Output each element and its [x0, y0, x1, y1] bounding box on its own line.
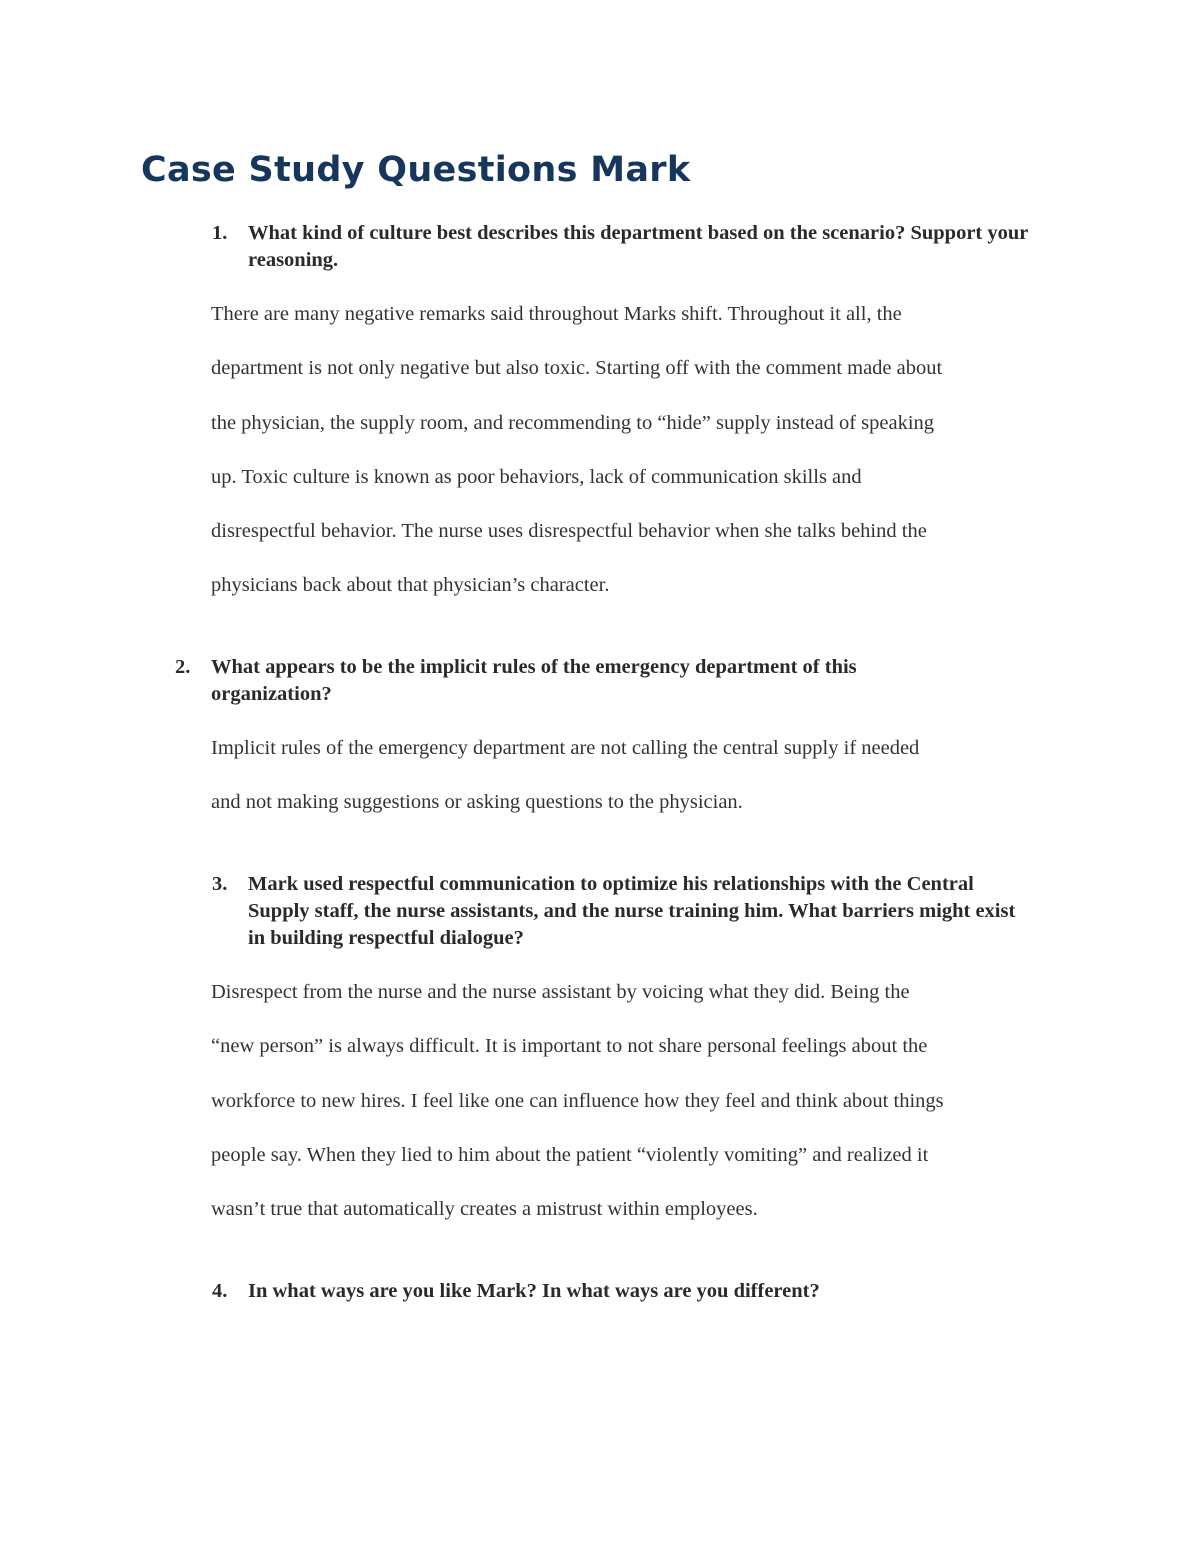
answer-line: wasn’t true that automatically creates a mistrust within employees. — [211, 1198, 758, 1221]
answer-line: physicians back about that physician’s character. — [211, 574, 610, 597]
question-number: 3. — [212, 873, 228, 895]
question-4 — [212, 1278, 1048, 1305]
answer-line: workforce to new hires. I feel like one can influence how they feel and think about things — [211, 1089, 944, 1112]
question-text: Mark used respectful communication to optimize his relationships with the Central Supply staff, the nurse assistants, and the nurse training him. What barriers might exist in building respectful dialogue? — [248, 873, 1016, 949]
answer-line: Implicit rules of the emergency department are not calling the central supply if needed — [211, 737, 920, 759]
answer-line: the physician, the supply room, and recommending to “hide” supply instead of speaking — [211, 411, 935, 434]
question-text: What appears to be the implicit rules of the emergency department of this organization? — [211, 656, 857, 705]
answer-line: “new person” is always difficult. It is important to not share personal feelings about the — [211, 1035, 928, 1058]
question-2 — [175, 654, 1011, 708]
page-title: Case Study Questions Mark — [141, 150, 691, 190]
question-number: 1. — [212, 222, 228, 244]
answer-line: people say. When they lied to him about the patient “violently vomiting” and realized it — [211, 1143, 929, 1166]
answer-line: up. Toxic culture is known as poor behaviors, lack of communication skills and — [211, 465, 862, 488]
answer-line: disrespectful behavior. The nurse uses disrespectful behavior when she talks behind the — [211, 520, 927, 543]
question-number: 2. — [175, 656, 191, 678]
question-3 — [212, 871, 1018, 952]
question-number: 4. — [212, 1280, 228, 1302]
answer-line: department is not only negative but also toxic. Starting off with the comment made about — [211, 357, 943, 380]
question-1 — [212, 220, 1048, 274]
question-text: What kind of culture best describes this department based on the scenario? Support your reasoning. — [248, 222, 1029, 271]
answer-3 — [211, 965, 1071, 1236]
answer-line: There are many negative remarks said throughout Marks shift. Throughout it all, the — [211, 303, 902, 325]
answer-line: Disrespect from the nurse and the nurse assistant by voicing what they did. Being the — [211, 981, 910, 1003]
answer-line: and not making suggestions or asking questions to the physician. — [211, 791, 743, 814]
answer-1 — [211, 287, 1071, 613]
question-text: In what ways are you like Mark? In what ways are you different? — [248, 1280, 820, 1302]
answer-2 — [211, 721, 1071, 830]
